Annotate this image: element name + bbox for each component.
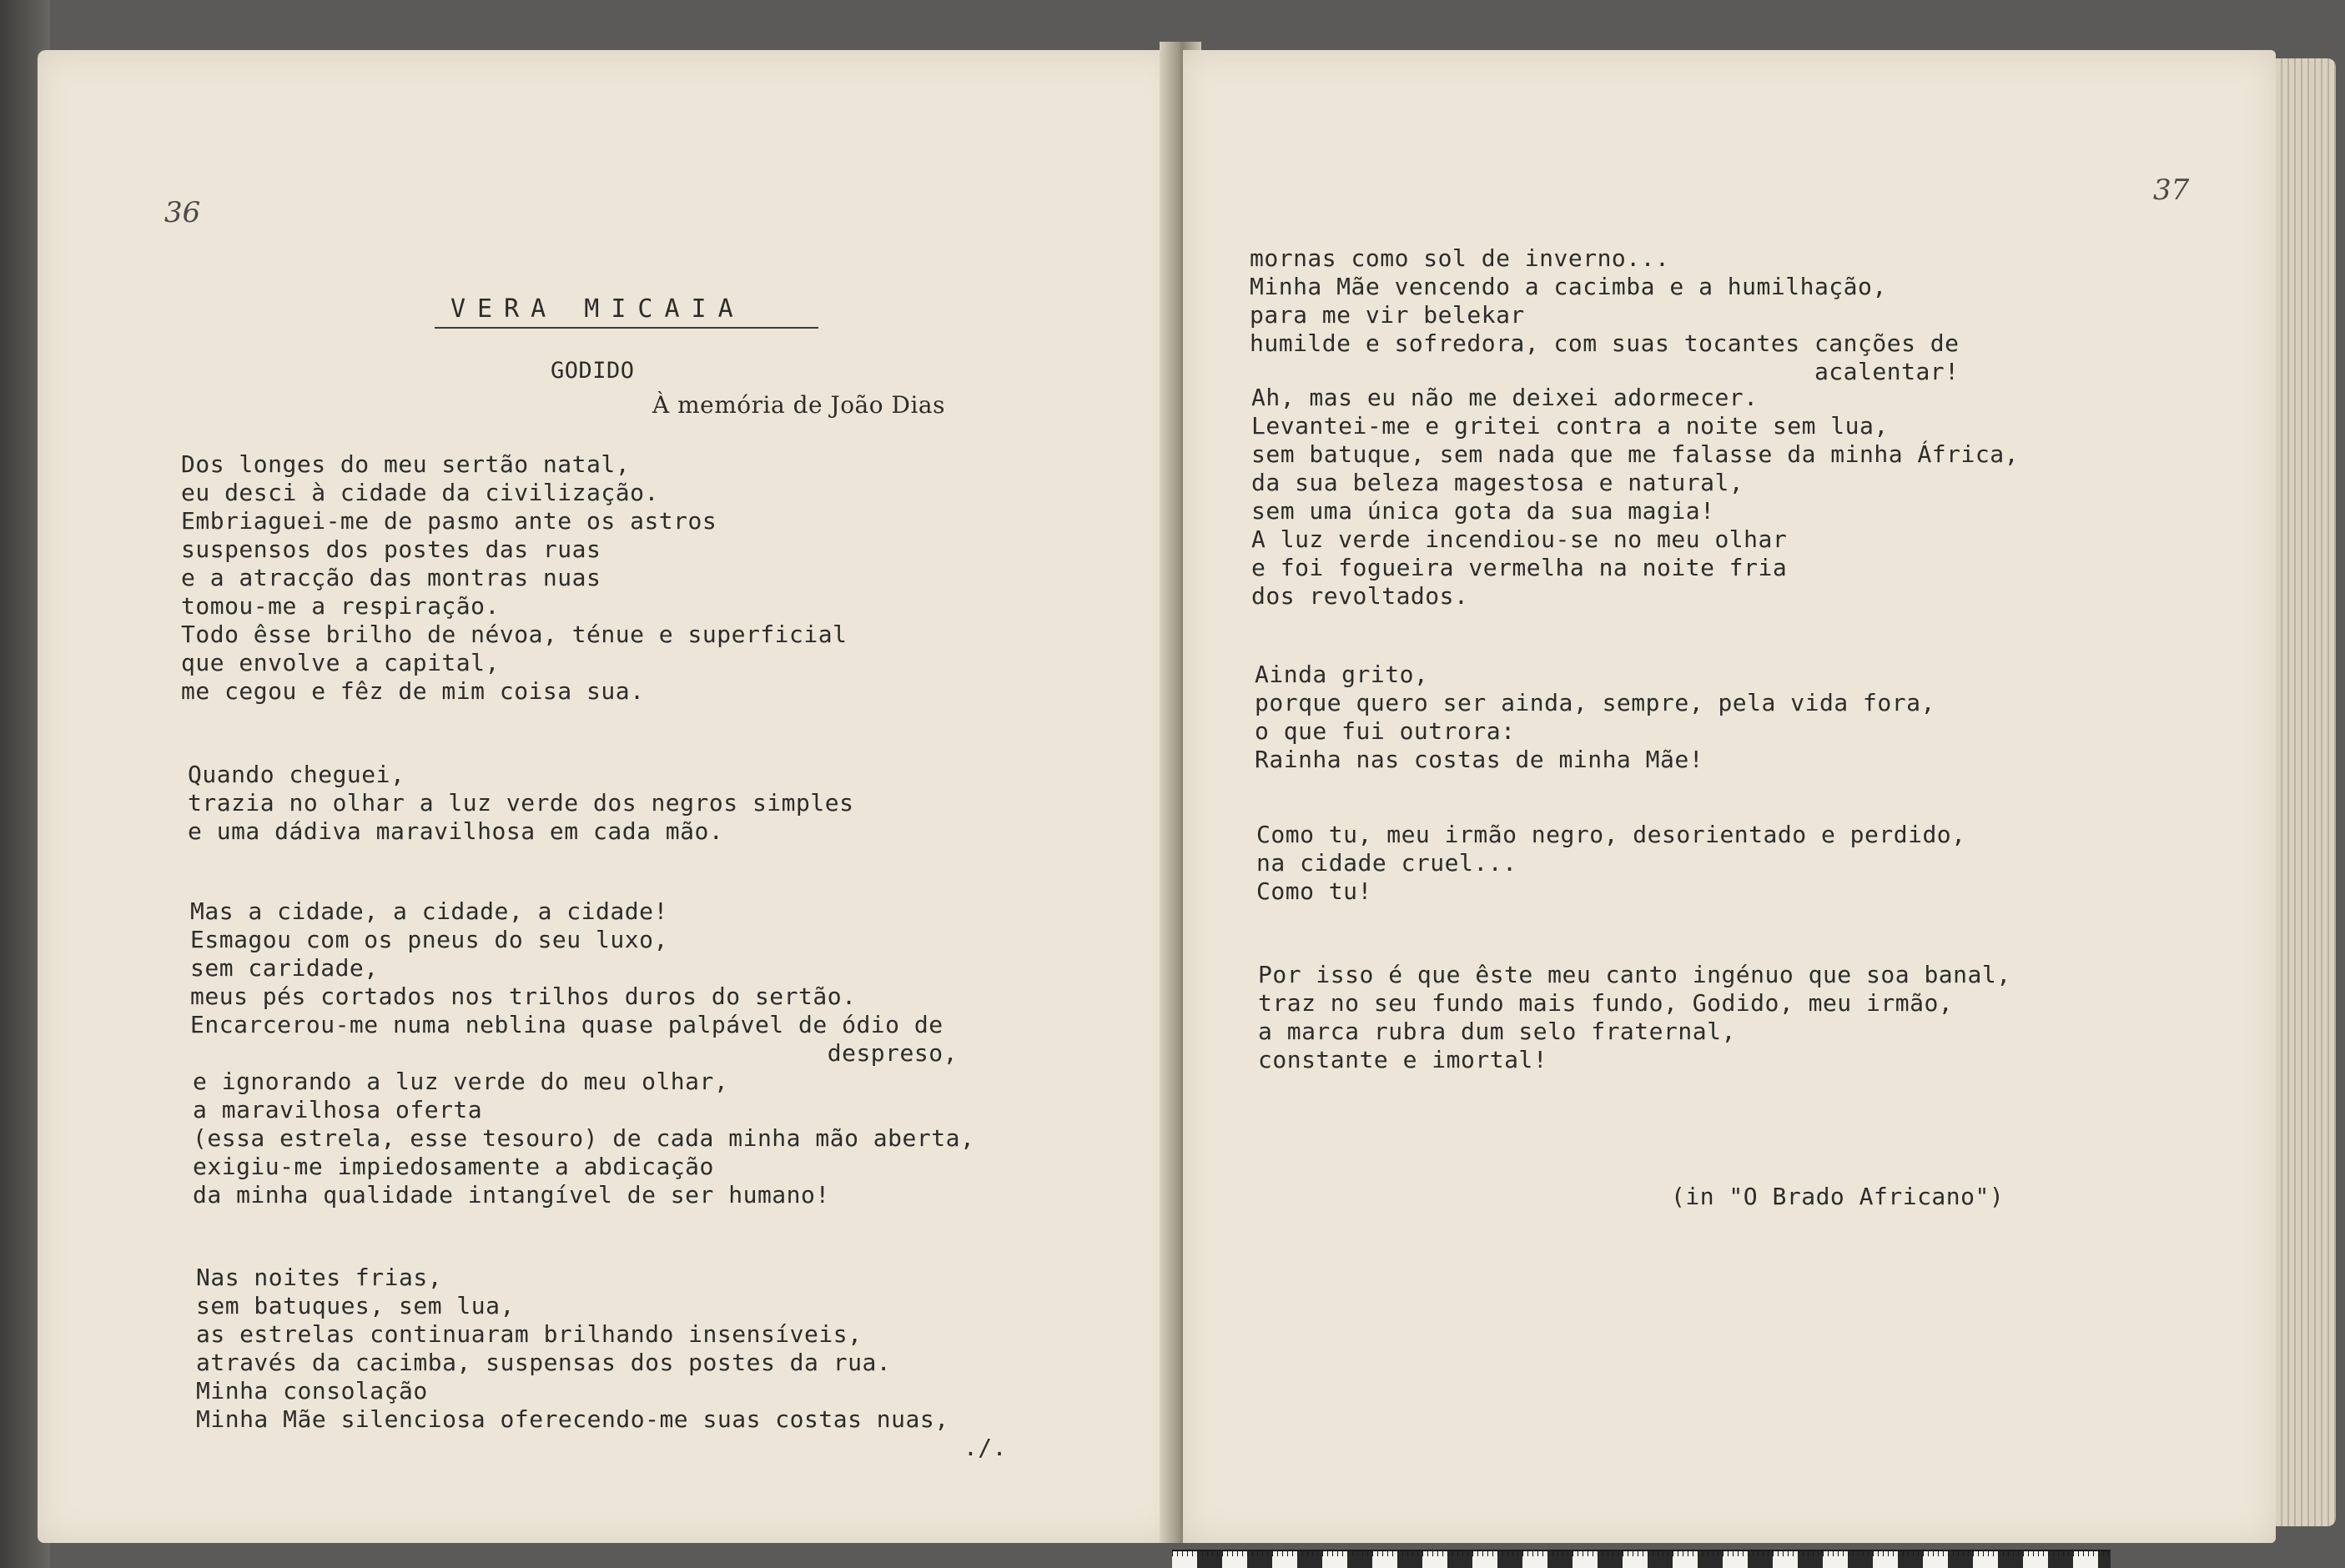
page-number-left: 36 bbox=[164, 196, 201, 229]
poem-author-title: VERA MICAIA bbox=[450, 294, 745, 324]
page-number-right: 37 bbox=[2153, 173, 2190, 207]
poem-title: GODIDO bbox=[551, 358, 635, 384]
stanza-1: mornas como sol de inverno... Minha Mãe vencendo a cacimba e a humilhação, para me vir belekar humilde e sofredora, com suas tocantes canções de acalentar! bbox=[1250, 244, 1960, 385]
stanza-5: Por isso é que êste meu canto ingénuo que soa banal, traz no seu fundo mais fundo, Godido, meu irmão, a marca rubra dum selo fraternal, constante e imortal! bbox=[1258, 961, 2011, 1073]
stanza-1: Dos longes do meu sertão natal, eu desci à cidade da civilização. Embriaguei-me de pasmo ante os astros suspensos dos postes das ruas e a atracção das montras nuas tomou-me a respiração. Todo êsse brilho de névoa, ténue e superficial que envolve a capital, me cegou e fêz de mim coisa sua. bbox=[181, 450, 848, 705]
left-page bbox=[38, 50, 1176, 1543]
stanza-3: Mas a cidade, a cidade, a cidade! Esmagou com os pneus do seu luxo, sem caridade, meus pés cortados nos trilhos duros do sertão. Encarcerou-me numa neblina quase palpável de ódio de despreso, bbox=[190, 897, 958, 1067]
stanza-2: Quando cheguei, trazia no olhar a luz verde dos negros simples e uma dádiva maravilhosa em cada mão. bbox=[188, 761, 854, 845]
source-citation: (in "O Brado Africano") bbox=[1671, 1183, 2005, 1210]
title-underline bbox=[435, 327, 818, 329]
dedication: À memória de João Dias bbox=[652, 391, 945, 419]
stanza-4: Como tu, meu irmão negro, desorientado e perdido, na cidade cruel... Como tu! bbox=[1256, 821, 1966, 905]
scale-ruler-ticks bbox=[1172, 1550, 2111, 1556]
stanza-5: Nas noites frias, sem batuques, sem lua, as estrelas continuaram brilhando insensíveis, através da cacimba, suspensas dos postes da rua. Minha consolação Minha Mãe silenciosa oferecendo-me suas costas nuas, ./. bbox=[196, 1264, 1008, 1461]
stanza-2: Ah, mas eu não me deixei adormecer. Levantei-me e gritei contra a noite sem lua, sem batuque, sem nada que me falasse da minha África, da sua beleza magestosa e natural, sem uma única gota da sua magia! A luz verde incendiou-se no meu olhar e foi fogueira vermelha na noite fria dos revoltados. bbox=[1251, 384, 2019, 610]
stanza-4: e ignorando a luz verde do meu olhar, a maravilhosa oferta (essa estrela, esse tesouro) de cada minha mão aberta, exigiu-me impiedosamente a abdicação da minha qualidade intangível de ser humano! bbox=[193, 1068, 975, 1209]
right-page bbox=[1183, 50, 2276, 1543]
page-stack-edge bbox=[2269, 58, 2336, 1526]
stanza-3: Ainda grito, porque quero ser ainda, sempre, pela vida fora, o que fui outrora: Rainha nas costas de minha Mãe! bbox=[1255, 661, 1935, 773]
